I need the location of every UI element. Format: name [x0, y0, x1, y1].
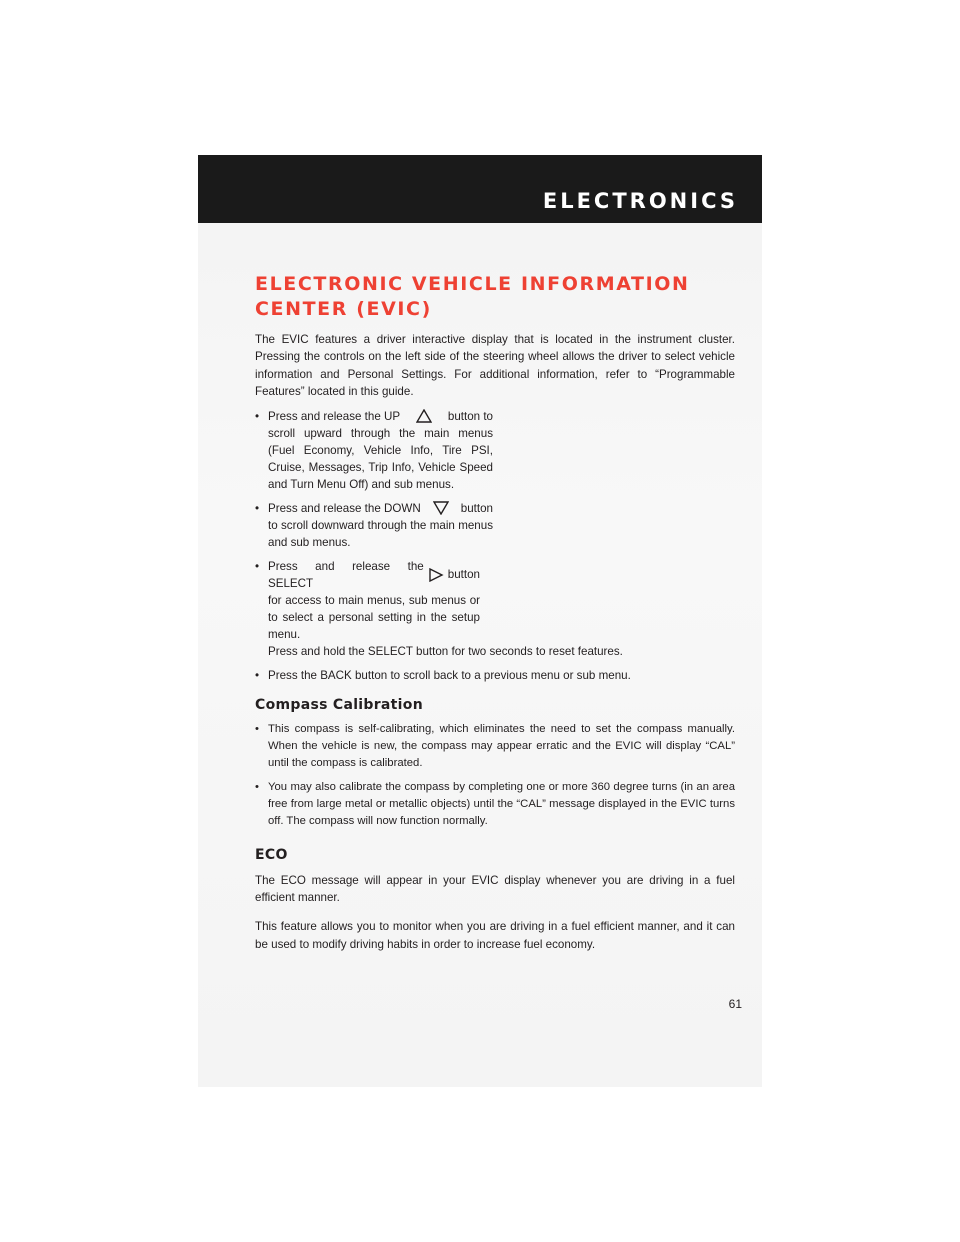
- bullet-down: [255, 500, 493, 551]
- bullet-back: • Press the BACK button to scroll back to a previous menu or sub menu.: [255, 667, 735, 684]
- bullet-down-post: button: [460, 501, 493, 515]
- bullet-down-rest: to scroll downward through the main menus and sub menus.: [268, 518, 493, 549]
- evic-heading-line1: ELECTRONIC VEHICLE INFORMATION: [255, 273, 690, 295]
- bullet-select-hold: Press and hold the SELECT button for two seconds to reset features.: [268, 644, 623, 658]
- content: [255, 272, 735, 953]
- bullet-select-line: [268, 558, 480, 592]
- eco-paragraph-2: This feature allows you to monitor when you are driving in a fuel efficient manner, and it can be used to modify driving habits in order to increase fuel economy.: [255, 920, 735, 951]
- compass-bullet-list: [255, 721, 735, 830]
- bullet-down-pre: • Press and release the DOWN: [268, 501, 421, 515]
- compass-bullet-1: • This compass is self-calibrating, which eliminates the need to set the compass manually. When the vehicle is new, the compass may appear erratic and the EVIC will display “CAL” until the compass is calibrated.: [255, 721, 735, 772]
- right-triangle-icon: [428, 568, 444, 582]
- bullet-select-rest: for access to main menus, sub menus or to select a personal setting in the setup menu.: [268, 593, 480, 641]
- evic-intro: The EVIC features a driver interactive display that is located in the instrument cluster. Pressing the controls on the left side of the steering wheel allows the driver to select vehicle information and Personal Settings. For additional information, refer to “Programmable Features” located in this guide.: [255, 333, 735, 399]
- bullet-up: [255, 408, 493, 493]
- evic-heading-line2: CENTER (EVIC): [255, 298, 432, 320]
- compass-heading: Compass Calibration: [255, 696, 423, 713]
- eco-paragraph-1: The ECO message will appear in your EVIC display whenever you are driving in a fuel efficient manner.: [255, 873, 735, 905]
- bullet-up-pre: • Press and release the UP: [268, 409, 401, 423]
- eco-heading: ECO: [255, 846, 288, 863]
- compass-bullet-2: • You may also calibrate the compass by completing one or more 360 degree turns (in an area free from large metal or metallic objects) until the “CAL” message displayed in the EVIC turns off. The compass will now function normally.: [255, 779, 735, 830]
- header-band: [198, 155, 762, 223]
- manual-page: [198, 155, 762, 1087]
- evic-heading: [255, 272, 735, 322]
- evic-bullet-list: [255, 408, 735, 684]
- bullet-up-post: button to: [447, 409, 493, 423]
- bullet-select-post: button: [447, 568, 480, 582]
- down-triangle-icon: [433, 501, 449, 515]
- bullet-up-rest: scroll upward through the main menus (Fuel Economy, Vehicle Info, Tire PSI, Cruise, Messages, Trip Info, Vehicle Speed and Turn Menu Off) and sub menus.: [268, 426, 493, 491]
- section-title: ELECTRONICS: [542, 189, 738, 213]
- bullet-select: [255, 558, 735, 660]
- bullet-down-line: [268, 500, 493, 517]
- bullet-select-pre: • Press and release the SELECT: [268, 559, 424, 590]
- page-number: 61: [728, 997, 742, 1011]
- bullet-up-line: [268, 408, 493, 425]
- up-triangle-icon: [416, 409, 432, 423]
